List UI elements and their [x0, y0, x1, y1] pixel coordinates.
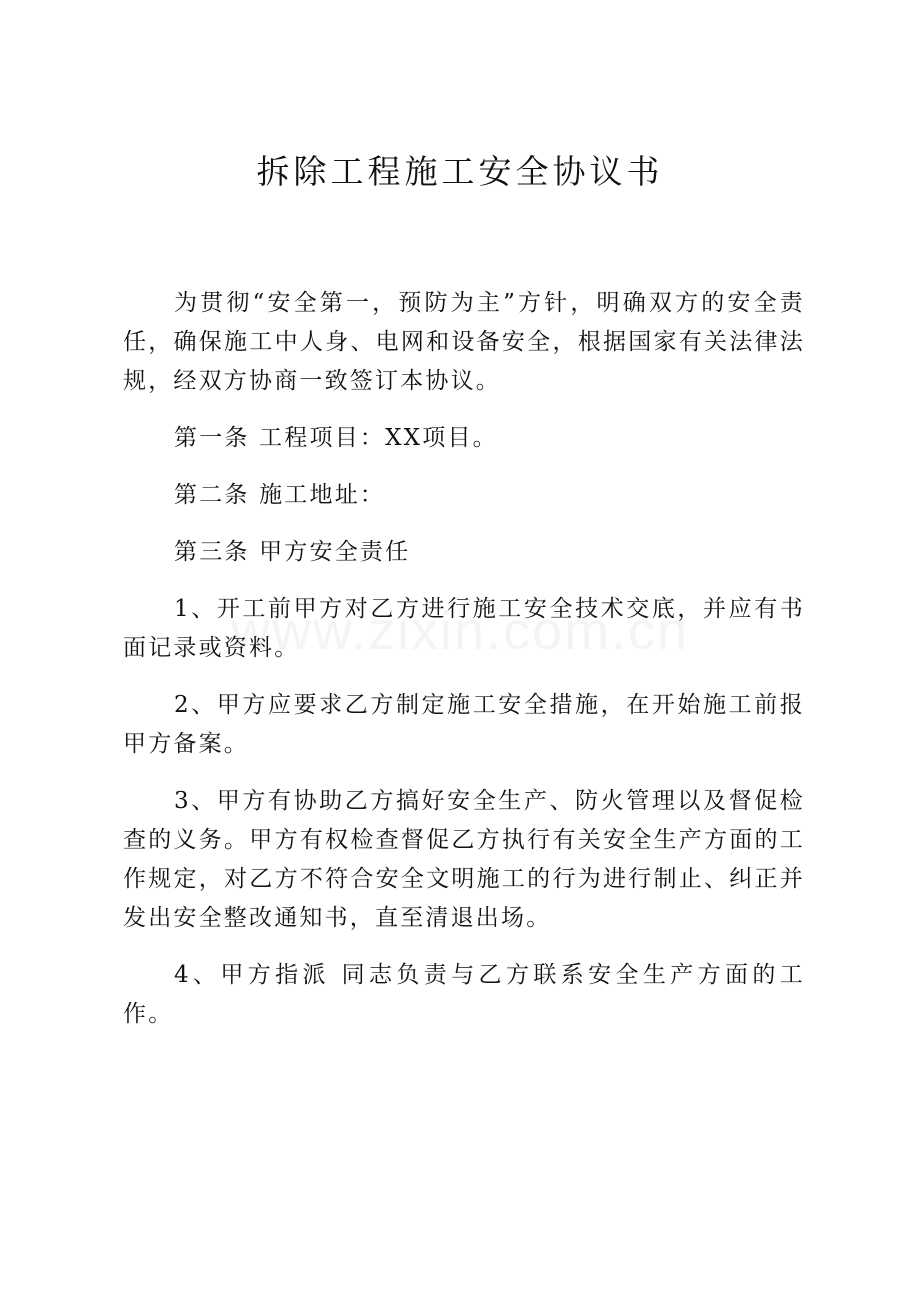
document-title: 拆除工程施工安全协议书: [256, 152, 664, 191]
clause-3: 3、甲方有协助乙方搞好安全生产、防火管理以及督促检查的义务。甲方有权检查督促乙方执行有关安全生产方面的工作规定，对乙方不符合安全文明施工的行为进行制止、纠正并发出安全整改通知书，直至清退出场。: [123, 788, 805, 931]
intro-paragraph: 为贯彻“安全第一，预防为主”方针，明确双方的安全责任，确保施工中人身、电网和设备安全，根据国家有关法律法规，经双方协商一致签订本协议。: [123, 290, 805, 394]
clause-1: 1、开工前甲方对乙方进行施工安全技术交底，并应有书面记录或资料。: [123, 596, 805, 661]
article-1-project: 第一条 工程项目：XX项目。: [174, 425, 498, 451]
article-2-address: 第二条 施工地址：: [174, 482, 386, 508]
clause-2: 2、甲方应要求乙方制定施工安全措施，在开始施工前报甲方备案。: [123, 692, 805, 757]
clause-4: 4、甲方指派 同志负责与乙方联系安全生产方面的工作。: [123, 962, 805, 1027]
article-3-heading: 第三条 甲方安全责任: [174, 539, 411, 565]
document-body: [123, 284, 805, 1034]
